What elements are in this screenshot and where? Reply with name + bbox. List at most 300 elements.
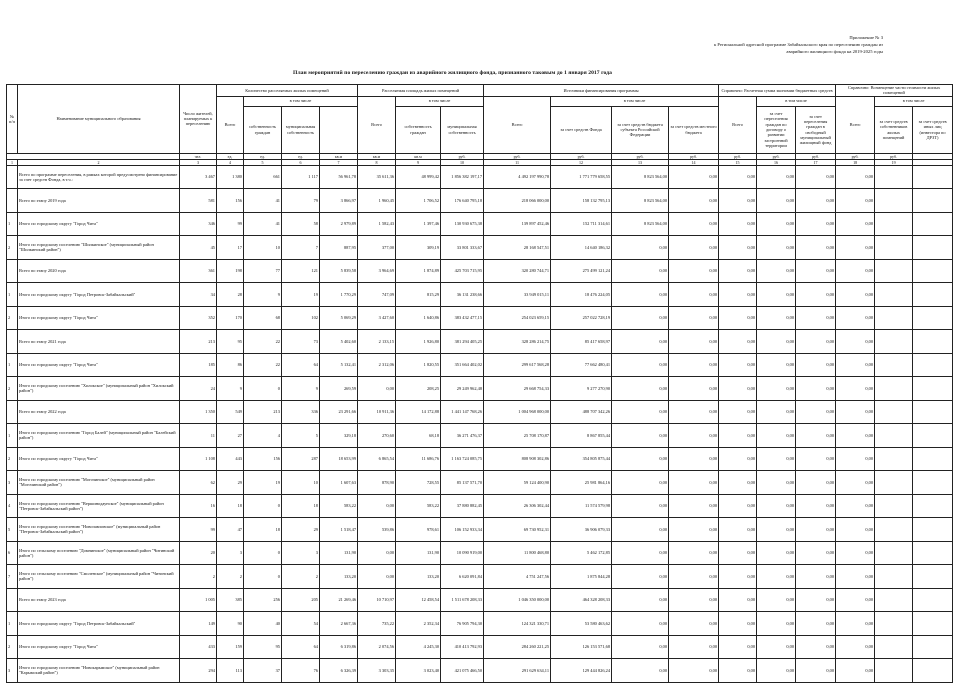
row-value: 139 897 452,46 xyxy=(484,212,551,236)
row-value: 1 771 779 658,55 xyxy=(551,165,612,189)
row-value: 0,00 xyxy=(719,635,757,659)
row-value: 0,00 xyxy=(669,588,719,612)
row-number: 3 xyxy=(7,471,18,495)
row-value: 0,00 xyxy=(796,565,836,589)
table-row xyxy=(7,306,953,330)
col-region: за счет средств бюджета субъекта Российской Федерации xyxy=(612,106,669,153)
row-value: 8 823 564,00 xyxy=(612,212,669,236)
appendix-line: аварийного жилищного фонда на 2019-2025 годы xyxy=(786,49,883,54)
row-value xyxy=(875,189,913,213)
unit-cell: руб. xyxy=(719,153,757,159)
col-savings-a: за счет переселения граждан по договору о развитии застроенной территории xyxy=(757,106,796,153)
table-header xyxy=(7,85,953,166)
row-value: 22 xyxy=(244,353,282,377)
row-value: 36 906 079,33 xyxy=(551,518,612,542)
table-row xyxy=(7,424,953,448)
col-rooms-municipal: муниципальная собственность xyxy=(282,106,320,153)
row-value: 488 707 342,26 xyxy=(551,400,612,424)
row-value: 6 326,39 xyxy=(320,659,358,683)
row-value xyxy=(913,306,953,330)
table-row xyxy=(7,588,953,612)
row-number xyxy=(7,189,18,213)
row-number: 5 xyxy=(7,518,18,542)
row-value: 0,00 xyxy=(358,494,396,518)
row-value: 433 xyxy=(180,635,217,659)
row-value xyxy=(875,494,913,518)
row-value: 0,00 xyxy=(669,353,719,377)
appendix-line: Приложение № 3 xyxy=(849,35,883,40)
row-value: 6 620 091,84 xyxy=(441,565,484,589)
row-value xyxy=(875,330,913,354)
row-value: 0,00 xyxy=(836,165,875,189)
row-value: 29 668 754,33 xyxy=(484,377,551,401)
row-value: 661 xyxy=(244,165,282,189)
row-municipality: Всего по этапу 2022 года xyxy=(18,400,180,424)
table-row xyxy=(7,189,953,213)
row-value: 421 075 466,50 xyxy=(441,659,484,683)
row-value: 0,00 xyxy=(796,353,836,377)
unit-cell: кв.м xyxy=(358,153,396,159)
row-value: 99 xyxy=(180,518,217,542)
row-value: 2 xyxy=(282,565,320,589)
column-number: 1 xyxy=(7,159,18,165)
row-value: 53 580 463,62 xyxy=(551,612,612,636)
row-value: 20 xyxy=(180,541,217,565)
unit-cell: руб. xyxy=(669,153,719,159)
col-finance-total: Всего xyxy=(484,96,551,153)
row-value: 5 132,41 xyxy=(320,353,358,377)
group-area: Расселяемая площадь жилых помещений xyxy=(358,85,484,97)
row-value: 0,00 xyxy=(669,165,719,189)
row-value: 0,00 xyxy=(796,212,836,236)
row-value: 0,00 xyxy=(757,400,796,424)
appendix-note xyxy=(633,34,883,55)
row-value: 3 303,35 xyxy=(358,659,396,683)
row-value: 887,95 xyxy=(320,236,358,260)
row-number: 1 xyxy=(7,283,18,307)
row-value: 14 172,88 xyxy=(396,400,441,424)
unit-cell: ед. xyxy=(244,153,282,159)
row-value: 6 319,86 xyxy=(320,635,358,659)
col-rooms-total: Всего xyxy=(217,96,244,153)
row-value: 410 413 792,93 xyxy=(441,635,484,659)
row-value: 0,00 xyxy=(719,330,757,354)
row-value: 8 823 564,00 xyxy=(612,165,669,189)
row-value: 11 xyxy=(180,424,217,448)
row-value: 37 xyxy=(244,659,282,683)
row-value: 1 511 678 208,33 xyxy=(441,588,484,612)
row-value: 0,00 xyxy=(796,259,836,283)
row-value: 6 865,54 xyxy=(358,447,396,471)
row-value: 0,00 xyxy=(719,212,757,236)
row-value: 0,00 xyxy=(757,306,796,330)
document-title: План мероприятий по переселению граждан из аварийного жилищного фонда, признанного таковым до 1 января 2017 года xyxy=(293,70,612,76)
row-value: 158 132 795,13 xyxy=(551,189,612,213)
row-value: 0,00 xyxy=(757,212,796,236)
column-number: 2 xyxy=(18,159,180,165)
row-value: 11 800 468,80 xyxy=(484,541,551,565)
row-municipality: Итого по городскому округу "Город Чита" xyxy=(18,212,180,236)
table-body xyxy=(7,165,953,682)
row-value: 0,00 xyxy=(719,400,757,424)
row-value: 48 999,42 xyxy=(396,165,441,189)
column-number: 8 xyxy=(358,159,396,165)
row-value: 0,00 xyxy=(612,635,669,659)
row-value: 213 xyxy=(180,330,217,354)
row-value xyxy=(875,518,913,542)
row-municipality: Всего по этапу 2021 года xyxy=(18,330,180,354)
row-value: 19 xyxy=(282,283,320,307)
row-value: 126 153 571,68 xyxy=(551,635,612,659)
row-value: 0,00 xyxy=(669,659,719,683)
row-number: 2 xyxy=(7,447,18,471)
col-area-total: Всего xyxy=(358,96,396,153)
row-value: 18 xyxy=(244,518,282,542)
row-value: 77 662 480,41 xyxy=(551,353,612,377)
row-value: 29 xyxy=(282,518,320,542)
row-value: 1 960,45 xyxy=(358,189,396,213)
row-value: 3 964,69 xyxy=(358,259,396,283)
row-value: 10 090 919,00 xyxy=(441,541,484,565)
row-value xyxy=(875,353,913,377)
row-value: 3 xyxy=(282,541,320,565)
row-number: 1 xyxy=(7,353,18,377)
row-value xyxy=(875,471,913,495)
row-value: 0,00 xyxy=(719,612,757,636)
column-number: 15 xyxy=(719,159,757,165)
row-value: 11 574 579,98 xyxy=(551,494,612,518)
row-value: 0,00 xyxy=(669,447,719,471)
row-value: 2 133,15 xyxy=(358,330,396,354)
row-value: 0,00 xyxy=(836,400,875,424)
col-area-citizens: собственность граждан xyxy=(396,106,441,153)
row-value: 1 607,63 xyxy=(320,471,358,495)
row-value: 328 286 214,75 xyxy=(484,330,551,354)
row-value: 294 xyxy=(180,659,217,683)
row-value: 0,00 xyxy=(796,377,836,401)
row-value: 47 xyxy=(217,518,244,542)
row-value: 377,00 xyxy=(358,236,396,260)
unit-cell: ед. xyxy=(282,153,320,159)
row-value: 1 706,52 xyxy=(396,189,441,213)
row-value: 0,00 xyxy=(669,565,719,589)
group-savings: Справочно: Расчетная сумма экономии бюджетных средств xyxy=(719,85,836,97)
row-value: 0,00 xyxy=(836,330,875,354)
row-value: 18 653,99 xyxy=(320,447,358,471)
row-value: 0,00 xyxy=(669,283,719,307)
row-value: 361 xyxy=(180,259,217,283)
column-number: 13 xyxy=(612,159,669,165)
row-value: 26 306 302,44 xyxy=(484,494,551,518)
row-value: 0,00 xyxy=(612,565,669,589)
col-area-municipal: муниципальная собственность xyxy=(441,106,484,153)
column-number: 18 xyxy=(836,159,875,165)
row-value: 106 152 933,34 xyxy=(441,518,484,542)
row-value: 5 402,60 xyxy=(320,330,358,354)
row-value: 583,22 xyxy=(396,494,441,518)
row-value: 18 476 224,05 xyxy=(551,283,612,307)
row-value: 0,00 xyxy=(796,424,836,448)
column-number: 9 xyxy=(396,159,441,165)
row-number xyxy=(7,588,18,612)
row-value xyxy=(913,353,953,377)
row-value: 58 xyxy=(282,212,320,236)
row-value: 124 321 330,71 xyxy=(484,612,551,636)
savings-incl: в том числе xyxy=(757,96,836,106)
row-value: 68 xyxy=(244,306,282,330)
row-value: 0,00 xyxy=(612,259,669,283)
table-row xyxy=(7,400,953,424)
row-value: 0,00 xyxy=(796,189,836,213)
row-value xyxy=(913,494,953,518)
col-comp-b: за счет средств иных лиц (инвестора по ДРЗТ) xyxy=(913,106,953,153)
row-value xyxy=(913,165,953,189)
row-value: 10 911,36 xyxy=(358,400,396,424)
row-municipality: Итого по городскому округу "Город Чита" xyxy=(18,306,180,330)
row-value: 10 710,97 xyxy=(358,588,396,612)
row-value: 0,00 xyxy=(796,612,836,636)
row-value: 0,00 xyxy=(757,283,796,307)
table-row xyxy=(7,565,953,589)
row-value: 0,00 xyxy=(757,330,796,354)
row-value xyxy=(875,659,913,683)
row-value: 257 022 728,19 xyxy=(551,306,612,330)
row-value: 9 xyxy=(217,377,244,401)
row-value: 0,00 xyxy=(836,306,875,330)
row-value: 33 801 333,67 xyxy=(441,236,484,260)
row-value xyxy=(875,377,913,401)
row-value xyxy=(875,212,913,236)
row-value: 383 432 477,15 xyxy=(441,306,484,330)
row-value: 205 xyxy=(282,588,320,612)
row-value: 156 xyxy=(244,447,282,471)
row-value: 0,00 xyxy=(757,494,796,518)
row-value: 346 xyxy=(180,212,217,236)
row-value: 539,86 xyxy=(358,518,396,542)
row-value: 0,00 xyxy=(612,377,669,401)
column-number: 5 xyxy=(244,159,282,165)
row-value: 0,00 xyxy=(796,330,836,354)
row-municipality: Всего по этапу 2019 года xyxy=(18,189,180,213)
group-compensation: Справочно: Возмещение части стоимости жилых помещений xyxy=(836,85,953,97)
row-number: 2 xyxy=(7,306,18,330)
row-value: 56 961,78 xyxy=(320,165,358,189)
row-value: 0,00 xyxy=(836,612,875,636)
column-number: 6 xyxy=(282,159,320,165)
group-finance: Источники финансирования программы xyxy=(484,85,719,97)
row-value xyxy=(875,424,913,448)
row-value: 133,20 xyxy=(396,565,441,589)
row-value: 0,00 xyxy=(669,306,719,330)
row-value: 176 640 795,18 xyxy=(441,189,484,213)
row-value: 0,00 xyxy=(836,377,875,401)
row-value: 213 xyxy=(244,400,282,424)
row-number: 1 xyxy=(7,424,18,448)
row-value: 352 xyxy=(180,306,217,330)
row-value: 25 708 170,87 xyxy=(484,424,551,448)
row-value: 35 611,36 xyxy=(358,165,396,189)
row-value: 85 417 658,97 xyxy=(551,330,612,354)
unit-cell: чел. xyxy=(180,153,217,159)
row-value: 549 xyxy=(217,400,244,424)
row-value: 29 xyxy=(217,471,244,495)
row-value: 10 xyxy=(244,236,282,260)
unit-cell: ед. xyxy=(217,153,244,159)
table-row xyxy=(7,447,953,471)
column-number: 4 xyxy=(217,159,244,165)
row-value: 269,59 xyxy=(320,377,358,401)
row-value: 0,00 xyxy=(757,236,796,260)
row-value: 2 979,89 xyxy=(320,212,358,236)
row-value: 1 518,47 xyxy=(320,518,358,542)
row-value: 351 664 402,02 xyxy=(441,353,484,377)
row-value: 443 xyxy=(217,447,244,471)
unit-cell: руб. xyxy=(612,153,669,159)
table-row xyxy=(7,212,953,236)
unit-cell: кв.м xyxy=(320,153,358,159)
row-municipality: Итого по сельскому поселению "Домнинское" (муниципальный район "Читинский район") xyxy=(18,541,180,565)
row-value: 1 926,80 xyxy=(396,330,441,354)
row-value: 0,00 xyxy=(719,447,757,471)
column-number: 10 xyxy=(441,159,484,165)
row-number xyxy=(7,330,18,354)
row-value: 0,00 xyxy=(612,612,669,636)
unit-cell: руб. xyxy=(836,153,875,159)
row-value: 1 005 xyxy=(180,588,217,612)
table-row xyxy=(7,494,953,518)
row-value: 0,00 xyxy=(796,494,836,518)
row-value: 23 291,66 xyxy=(320,400,358,424)
row-value: 0,00 xyxy=(796,236,836,260)
area-incl: в том числе xyxy=(396,96,484,106)
row-municipality: Итого по городскому округу "Город Чита" xyxy=(18,635,180,659)
row-value: 0,00 xyxy=(358,541,396,565)
row-number: 4 xyxy=(7,494,18,518)
row-value: 0,00 xyxy=(836,518,875,542)
row-value: 1 046 350 000,00 xyxy=(484,588,551,612)
row-value: 1 163 724 085,75 xyxy=(441,447,484,471)
row-value: 4 751 247,56 xyxy=(484,565,551,589)
row-value: 198 xyxy=(217,259,244,283)
col-savings-b: за счет переселения граждан в свободный муниципальный жилищный фонд xyxy=(796,106,836,153)
row-value: 0,00 xyxy=(719,588,757,612)
row-value: 1 397,46 xyxy=(396,212,441,236)
row-value: 0,00 xyxy=(669,494,719,518)
row-value: 0,00 xyxy=(612,400,669,424)
row-value: 5 xyxy=(282,424,320,448)
row-value: 0,00 xyxy=(796,659,836,683)
row-value: 581 xyxy=(180,189,217,213)
row-value: 2 667,36 xyxy=(320,612,358,636)
row-value xyxy=(913,588,953,612)
row-value: 133,20 xyxy=(320,565,358,589)
row-value: 815,29 xyxy=(396,283,441,307)
row-value: 320 280 744,71 xyxy=(484,259,551,283)
row-value: 18 xyxy=(282,494,320,518)
row-value xyxy=(913,424,953,448)
col-local: за счет средств местного бюджета xyxy=(669,106,719,153)
row-value: 256 xyxy=(244,588,282,612)
row-value: 0,00 xyxy=(836,424,875,448)
row-value: 0,00 xyxy=(669,236,719,260)
row-value: 95 xyxy=(244,635,282,659)
table-row xyxy=(7,612,953,636)
row-value xyxy=(913,330,953,354)
row-value: 0 xyxy=(244,541,282,565)
row-value: 336 xyxy=(282,400,320,424)
row-value: 1 856 382 197,17 xyxy=(441,165,484,189)
row-value: 0,00 xyxy=(719,565,757,589)
row-value: 0,00 xyxy=(669,377,719,401)
row-value: 747,09 xyxy=(358,283,396,307)
row-value: 185 xyxy=(180,353,217,377)
row-value xyxy=(875,306,913,330)
row-value xyxy=(913,377,953,401)
row-value: 0,00 xyxy=(669,259,719,283)
column-number: 12 xyxy=(551,159,612,165)
row-value: 728,55 xyxy=(396,471,441,495)
row-value: 1 770,29 xyxy=(320,283,358,307)
row-value: 583,22 xyxy=(320,494,358,518)
row-value: 0,00 xyxy=(669,518,719,542)
row-value: 37 880 882,45 xyxy=(441,494,484,518)
row-value: 113 xyxy=(217,659,244,683)
row-value: 54 xyxy=(282,612,320,636)
column-number: 16 xyxy=(757,159,796,165)
row-value: 3 xyxy=(217,541,244,565)
row-value xyxy=(875,541,913,565)
row-value: 131,90 xyxy=(320,541,358,565)
resettlement-plan-table xyxy=(6,84,953,683)
row-value: 2 xyxy=(180,565,217,589)
row-value: 309,19 xyxy=(396,236,441,260)
row-value xyxy=(913,565,953,589)
row-value: 21 269,46 xyxy=(320,588,358,612)
row-value: 22 xyxy=(244,330,282,354)
row-value: 0,00 xyxy=(719,494,757,518)
row-value: 8 823 564,00 xyxy=(612,189,669,213)
row-value: 0,00 xyxy=(796,165,836,189)
row-value: 0,00 xyxy=(836,494,875,518)
row-municipality: Итого по городскому поселению "Город Балей" (муниципальный район "Балейский район") xyxy=(18,424,180,448)
row-value: 159 xyxy=(217,635,244,659)
row-value: 130 930 675,38 xyxy=(441,212,484,236)
row-number: 6 xyxy=(7,541,18,565)
row-value: 3 866,97 xyxy=(320,189,358,213)
row-value: 0,00 xyxy=(757,635,796,659)
unit-cell: руб. xyxy=(484,153,551,159)
row-value: 1 875 844,28 xyxy=(551,565,612,589)
row-value: 0,00 xyxy=(757,353,796,377)
row-value xyxy=(875,165,913,189)
row-value xyxy=(913,612,953,636)
row-value: 0,00 xyxy=(796,283,836,307)
row-value: 0,00 xyxy=(669,424,719,448)
row-municipality: Итого по городскому округу "Город Чита" xyxy=(18,447,180,471)
row-value: 0,00 xyxy=(669,471,719,495)
row-value: 27 xyxy=(217,424,244,448)
row-value xyxy=(875,283,913,307)
row-value: 0,00 xyxy=(796,635,836,659)
row-value xyxy=(913,283,953,307)
row-value: 95 xyxy=(217,330,244,354)
column-number: 7 xyxy=(320,159,358,165)
row-value xyxy=(913,471,953,495)
row-value: 9 xyxy=(244,283,282,307)
row-value: 28 168 547,51 xyxy=(484,236,551,260)
row-value: 36 271 476,37 xyxy=(441,424,484,448)
row-value: 0,00 xyxy=(719,236,757,260)
